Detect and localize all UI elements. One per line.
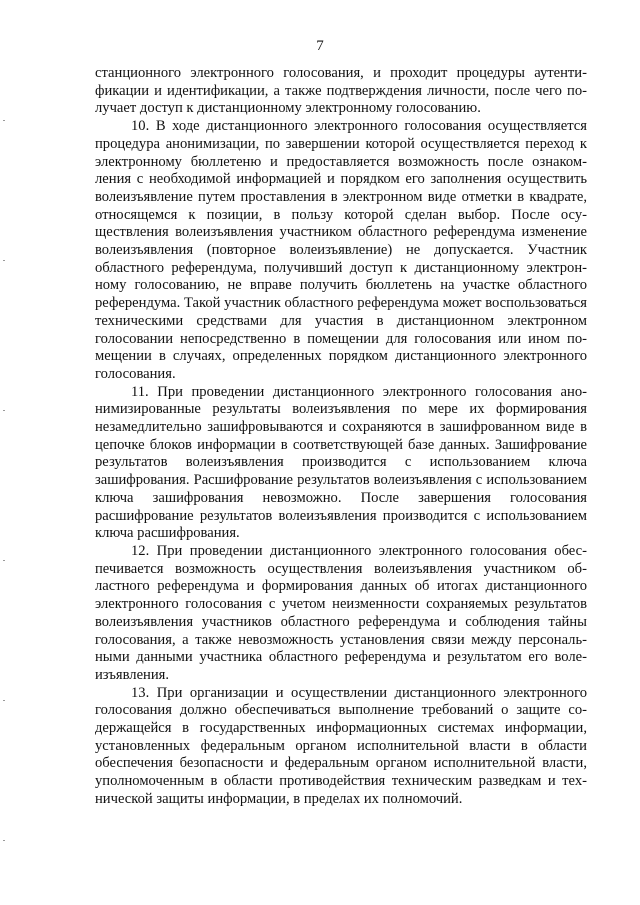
document-body [95, 65, 587, 809]
page-number: 7 [316, 38, 324, 54]
paragraph-13: 13. При организации и осуществлении дистанционного электронного голосования должно обеспечиваться выполнение требований о защите содержащейся в государственных информационных системах информации, установленных федеральным органом исполнительной власти в области обеспечения безопасности и федеральным органом исполнительной власти, уполномоченным в области противодействия техническим разведкам и технической защиты информации, в пределах их полномочий. [95, 684, 587, 807]
paragraph-12: 12. При проведении дистанционного электронного голосования обеспечивается возможность осуществления волеизъявления участником областного референдума и формирования данных об итогах дистанционного электронного голосования с учетом неизменности сохраняемых результатов волеизъявления участников областного референдума и соблюдения тайны голосования, а также невозможность установления связи между персональными данными участника областного референдума и результатом его волеизъявления. [95, 542, 587, 683]
paragraph-continuation: станционного электронного голосования, и проходит процедуры аутентификации и идентификации, а также подтверждения личности, после чего получает доступ к дистанционному электронному голосованию. [95, 65, 587, 117]
paragraph-10: 10. В ходе дистанционного электронного голосования осуществляется процедура анонимизации, по завершении которой осуществляется переход к электронному бюллетеню и предоставляется возможность после ознакомления с необходимой информацией и порядком его заполнения осуществить волеизъявление путем проставления в электронном виде отметки в квадрате, относящемся к позиции, в пользу которой сделан выбор. После осуществления волеизъявления участником областного референдума изменение волеизъявления (повторное волеизъявление) не допускается. Участник областного референдума, получивший доступ к дистанционному электронному голосованию, не вправе получить бюллетень на участке областного референдума. Такой участник областного референдума может воспользоваться техническими средствами для участия в дистанционном электронном голосовании непосредственно в помещении для голосования или ином помещении в случаях, определенных порядком дистанционного электронного голосования. [95, 118, 587, 382]
scan-margin-marks [3, 0, 7, 905]
paragraph-11: 11. При проведении дистанционного электронного голосования анонимизированные результаты волеизъявления по мере их формирования незамедлительно зашифровываются и сохраняются в зашифрованном виде в цепочке блоков информации в соответствующей базе данных. Зашифрование результатов волеизъявления производится с использованием ключа зашифрования. Расшифрование результатов волеизъявления с использованием ключа зашифрования невозможно. После завершения голосования расшифрование результатов волеизъявления производится с использованием ключа расшифрования. [95, 383, 587, 542]
